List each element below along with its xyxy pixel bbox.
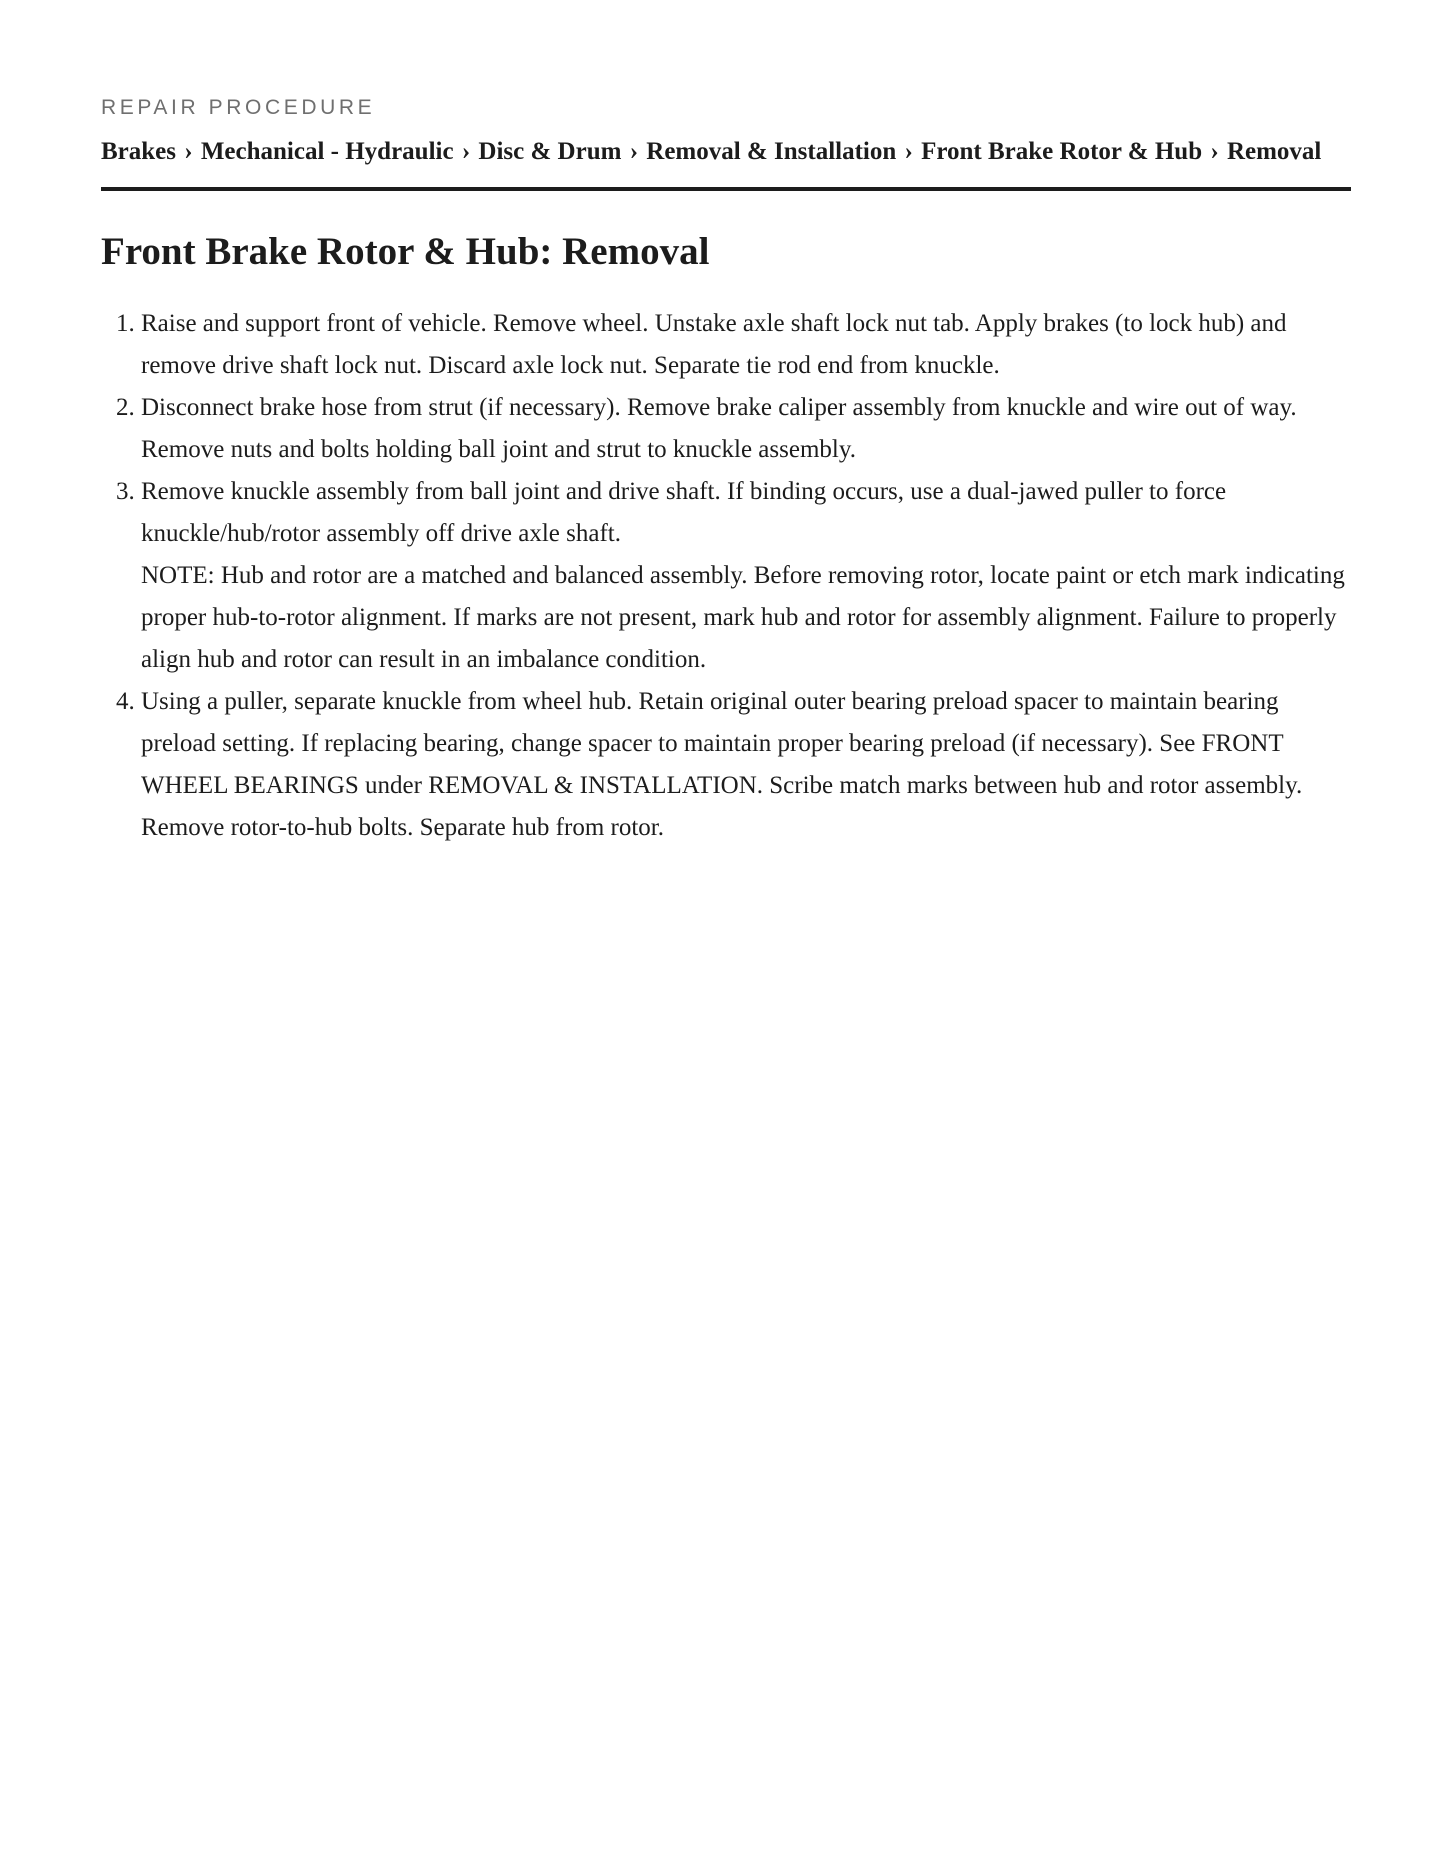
procedure-step: [141, 471, 1351, 681]
breadcrumb-item[interactable]: Mechanical - Hydraulic: [200, 138, 454, 165]
step-note: NOTE: Hub and rotor are a matched and balanced assembly. Before removing rotor, locate paint or etch mark indicating proper hub-to-rotor alignment. If marks are not present, mark hub and rotor for assembly alignment. Failure to properly align hub and rotor can result in an imbalance condition.: [141, 562, 1345, 673]
breadcrumb-separator: ›: [629, 138, 639, 165]
breadcrumb-item[interactable]: Brakes: [101, 138, 176, 165]
breadcrumb-item[interactable]: Removal & Installation: [646, 138, 897, 165]
procedure-steps: [101, 303, 1351, 849]
breadcrumb-item[interactable]: Front Brake Rotor & Hub: [921, 138, 1203, 165]
procedure-step: [141, 681, 1351, 849]
procedure-step: [141, 303, 1351, 387]
step-text: Disconnect brake hose from strut (if necessary). Remove brake caliper assembly from knuckle and wire out of way. Remove nuts and bolts holding ball joint and strut to knuckle assembly.: [141, 394, 1297, 463]
page-title: Front Brake Rotor & Hub: Removal: [101, 230, 710, 273]
breadcrumb-separator: ›: [461, 138, 471, 165]
step-text: Remove knuckle assembly from ball joint and drive shaft. If binding occurs, use a dual-jawed puller to force knuckle/hub/rotor assembly off drive axle shaft.: [141, 478, 1227, 547]
breadcrumb-item[interactable]: Disc & Drum: [478, 138, 622, 165]
breadcrumb-item-current: Removal: [1226, 138, 1322, 165]
breadcrumb: [101, 132, 1351, 172]
section-eyebrow: REPAIR PROCEDURE: [101, 96, 376, 119]
header-divider: [101, 187, 1351, 191]
step-text: Using a puller, separate knuckle from wheel hub. Retain original outer bearing preload spacer to maintain bearing preload setting. If replacing bearing, change spacer to maintain proper bearing preload (if necessary). See FRONT WHEEL BEARINGS under REMOVAL & INSTALLATION. Scribe match marks between hub and rotor assembly. Remove rotor-to-hub bolts. Separate hub from rotor.: [141, 688, 1303, 841]
step-text: Raise and support front of vehicle. Remove wheel. Unstake axle shaft lock nut tab. Apply brakes (to lock hub) and remove drive shaft lock nut. Discard axle lock nut. Separate tie rod end from knuckle.: [141, 310, 1287, 379]
breadcrumb-separator: ›: [1210, 138, 1219, 165]
document-page: [101, 92, 1351, 849]
breadcrumb-separator: ›: [904, 138, 913, 165]
breadcrumb-separator: ›: [184, 138, 193, 165]
procedure-step: [141, 387, 1351, 471]
